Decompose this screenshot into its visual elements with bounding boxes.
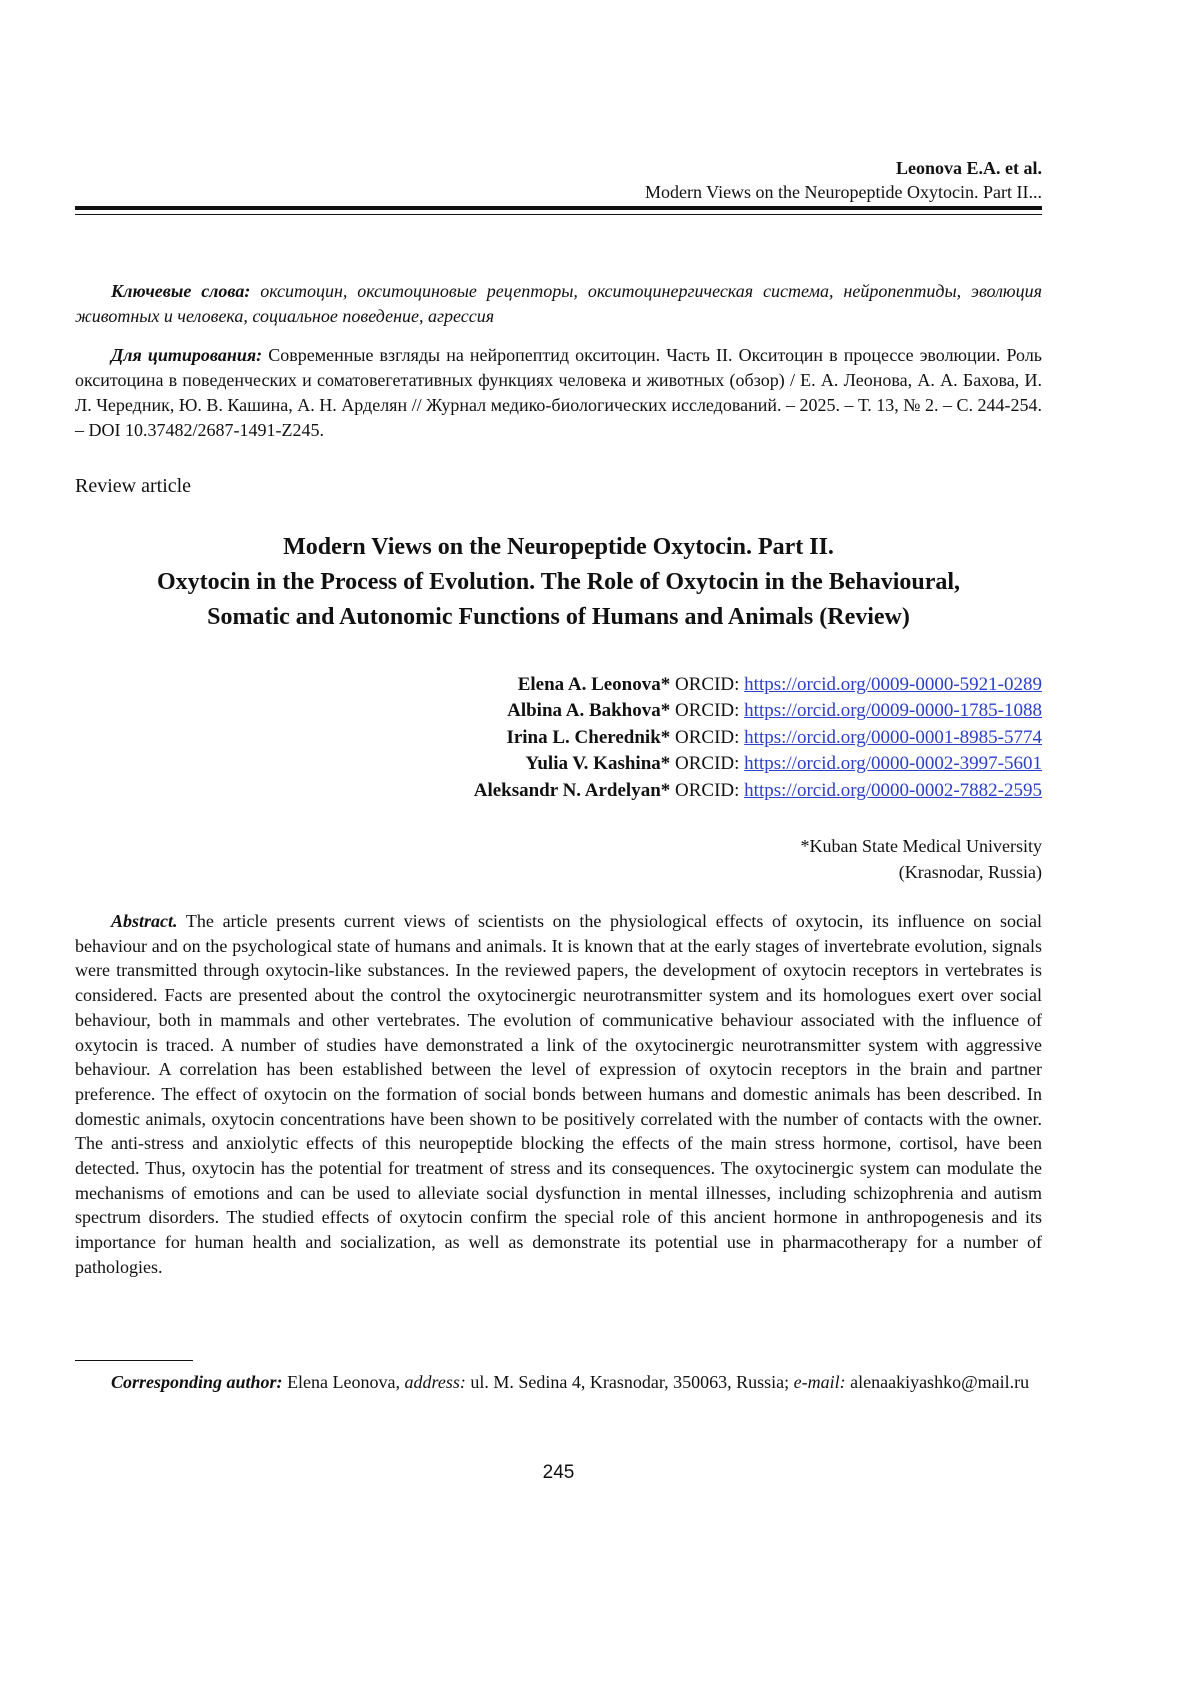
orcid-label: ORCID: [675,700,739,721]
corresponding-author-name: Elena Leonova, [287,1372,400,1392]
address-text: ul. M. Sedina 4, Krasnodar, 350063, Russia; [470,1372,789,1392]
footnote-rule [75,1360,193,1361]
orcid-label: ORCID: [675,780,739,801]
title-line-2: Oxytocin in the Process of Evolution. The Role of Oxytocin in the Behavioural, [75,565,1042,600]
abstract-text: The article presents current views of scientists on the physiological effects of oxytocin, its influence on social behaviour and on the psychological state of humans and animals. It is known that at the early stages of invertebrate evolution, signals were transmitted through oxytocin-like substances. In the reviewed papers, the development of oxytocin receptors in vertebrates is considered. Facts are presented about the control the oxytocinergic neurotransmitter system and its homologues exert over social behaviour, both in mammals and other vertebrates. The evolution of communicative behaviour associated with the influence of oxytocin is traced. A number of studies have demonstrated a link of the oxytocinergic neurotransmitter system with aggressive behaviour. A correlation has been established between the level of expression of oxytocin receptors in the brain and partner preference. The effect of oxytocin on the formation of social bonds between humans and domestic animals has been described. In domestic animals, oxytocin concentrations have been shown to be positively correlated with the number of contacts with the owner. The anti-stress and anxiolytic effects of this neuropeptide blocking the effects of the main stress hormone, cortisol, have been detected. Thus, oxytocin has the potential for treatment of stress and its consequences. The oxytocinergic system can modulate the mechanisms of emotions and can be used to alleviate social dysfunction in mental illnesses, including schizophrenia and autism spectrum disorders. The studied effects of oxytocin confirm the special role of this ancient hormone in anthropogenesis and its importance for human health and socialization, as well as demonstrate its potential use in pharmacotherapy for a number of pathologies. [75,911,1042,1277]
authors-list [474,672,1042,804]
title-line-3: Somatic and Autonomic Functions of Humans and Animals (Review) [75,600,1042,635]
title-line-1: Modern Views on the Neuropeptide Oxytocin. Part II. [75,530,1042,565]
keywords-text: окситоцин, окситоциновые рецепторы, окситоцинергическая система, нейропептиды, эволюция животных и человека, социальное поведение, агрессия [75,281,1042,326]
orcid-link[interactable]: https://orcid.org/0000-0002-3997-5601 [744,753,1042,774]
email-label: e-mail: [794,1372,846,1392]
orcid-link[interactable]: https://orcid.org/0009-0000-5921-0289 [744,674,1042,695]
corresponding-author-label: Corresponding author: [111,1372,283,1392]
citation-label: Для цитирования: [111,345,262,365]
affiliation-line-1: *Kuban State Medical University [801,833,1042,859]
running-head-title: Modern Views on the Neuropeptide Oxytocin. Part II... [645,180,1042,204]
orcid-label: ORCID: [675,727,739,748]
author-name: Yulia V. Kashina* [525,753,670,774]
keywords-label: Ключевые слова: [111,281,250,301]
page-number: 245 [75,1462,1042,1484]
running-head [645,156,1042,204]
author-name: Elena A. Leonova* [518,674,671,695]
citation-text: Современные взгляды на нейропептид окситоцин. Часть II. Окситоцин в процессе эволюции. Роль окситоцина в поведенческих и соматовегетативных функциях человека и животных (обзор) / Е. А. Леонова, А. А. Бахова, И. Л. Чередник, Ю. В. Кашина, А. Н. Арделян // Журнал медико-биологических исследований. – 2025. – Т. 13, № 2. – С. 244-254. – DOI 10.37482/2687-1491-Z245. [75,345,1042,440]
author-row [474,778,1042,804]
article-type: Review article [75,475,191,498]
orcid-label: ORCID: [675,753,739,774]
affiliation [801,833,1042,885]
email-address[interactable]: alenaakiyashko@mail.ru [850,1372,1029,1392]
abstract-paragraph [75,909,1042,1280]
author-name: Aleksandr N. Ardelyan* [474,780,671,801]
orcid-link[interactable]: https://orcid.org/0009-0000-1785-1088 [744,700,1042,721]
citation-paragraph [75,343,1042,443]
author-row [474,672,1042,698]
corresponding-author-footnote [75,1371,1042,1394]
orcid-link[interactable]: https://orcid.org/0000-0001-8985-5774 [744,727,1042,748]
abstract-label: Abstract. [111,911,178,931]
author-row [474,751,1042,777]
header-rule-thick [75,206,1042,210]
keywords-paragraph [75,279,1042,329]
orcid-label: ORCID: [675,674,739,695]
author-row [474,725,1042,751]
article-title [75,530,1042,635]
author-row [474,698,1042,724]
author-name: Irina L. Cherednik* [506,727,670,748]
address-label: address: [405,1372,466,1392]
affiliation-line-2: (Krasnodar, Russia) [801,859,1042,885]
header-rule-thin [75,214,1042,215]
author-name: Albina A. Bakhova* [507,700,670,721]
running-head-authors: Leonova E.A. et al. [645,156,1042,180]
orcid-link[interactable]: https://orcid.org/0000-0002-7882-2595 [744,780,1042,801]
